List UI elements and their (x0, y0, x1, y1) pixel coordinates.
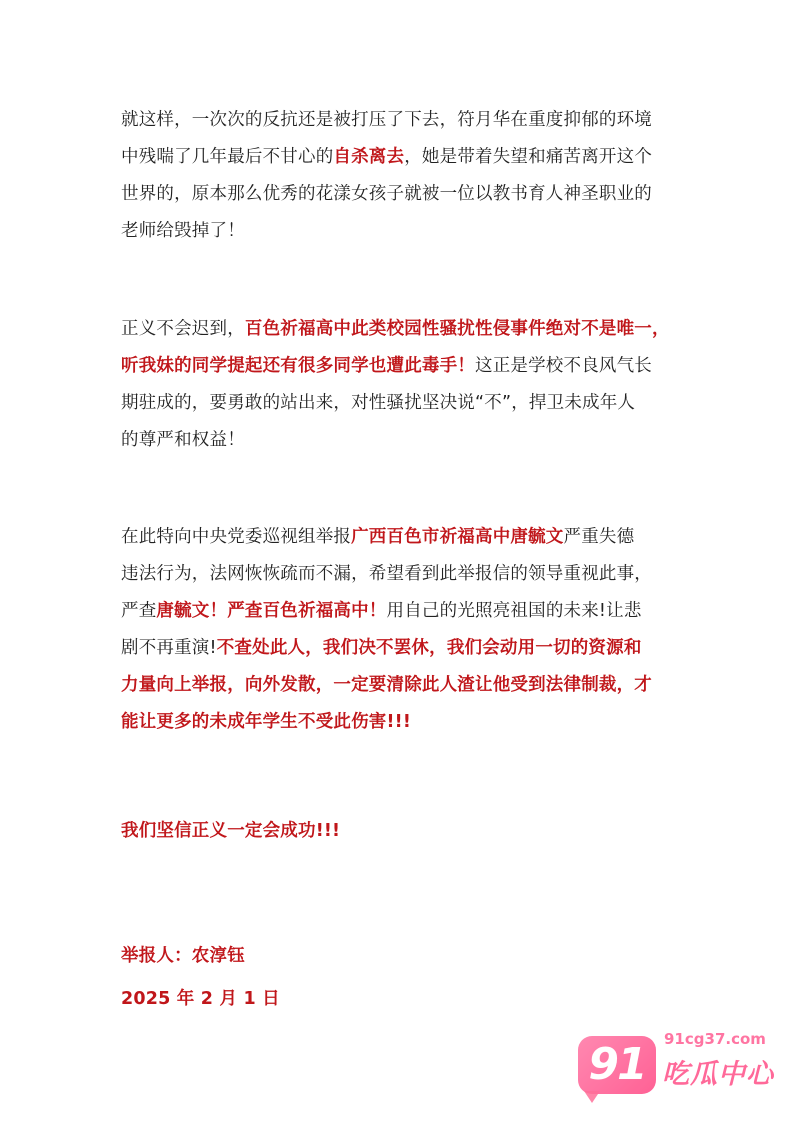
highlighted-text: 不查处此人，我们决不罢休，我们会动用一切的资源和 (216, 638, 642, 658)
body-text: 严查 (121, 601, 157, 621)
watermark-logo (578, 1028, 778, 1098)
reporter-name: 举报人：农淳钰 (121, 946, 245, 966)
highlighted-text: 唐毓文！严查百色祈福高中！ (156, 601, 387, 621)
text-line (121, 630, 691, 667)
text-line (121, 422, 691, 459)
body-text: ，她是带着失望和痛苦离开这个 (404, 147, 653, 167)
highlighted-text: 力量向上举报，向外发散，一定要清除此人渣让他受到法律制裁，才 (121, 675, 652, 695)
text-line (121, 519, 691, 556)
watermark-url: 91cg37.com (664, 1030, 766, 1048)
text-line (121, 102, 691, 139)
report-date: 2025 年 2 月 1 日 (121, 989, 280, 1009)
body-text: 严重失德 (563, 527, 635, 547)
text-line (121, 348, 691, 385)
text-line (121, 385, 691, 422)
body-text: 用自己的光照亮祖国的未来!让悲 (386, 601, 642, 621)
text-line (121, 176, 691, 213)
body-text: 剧不再重演! (121, 638, 217, 658)
highlighted-text: 听我妹的同学提起还有很多同学也遭此毒手！ (121, 356, 475, 376)
highlighted-text: 百色祈福高中此类校园性骚扰性侵事件绝对不是唯一， (244, 319, 670, 339)
paragraph-4 (121, 813, 691, 850)
body-text: 老师给毁掉了！ (121, 221, 245, 241)
body-text: 期驻成的，要勇敢的站出来，对性骚扰坚决说“不”，捍卫未成年人 (121, 393, 636, 413)
text-line (121, 704, 691, 741)
highlighted-text: 能让更多的未成年学生不受此伤害!!! (121, 712, 412, 732)
body-text: 正义不会迟到， (121, 319, 245, 339)
body-text: 就这样，一次次的反抗还是被打压了下去，符月华在重度抑郁的环境 (121, 110, 652, 130)
highlighted-text: 广西百色市祈福高中唐毓文 (351, 527, 564, 547)
watermark-badge: 91 (578, 1036, 656, 1094)
text-line (121, 139, 691, 176)
text-line (121, 213, 691, 250)
body-text: 在此特向中央党委巡视组举报 (121, 527, 352, 547)
text-line (121, 667, 691, 704)
watermark-name: 吃瓜中心 (662, 1059, 774, 1090)
paragraph-1 (121, 102, 691, 250)
text-line (121, 311, 691, 348)
paragraph-3 (121, 519, 691, 741)
body-text: 世界的，原本那么优秀的花漾女孩子就被一位以教书育人神圣职业的 (121, 184, 652, 204)
body-text: 违法行为，法网恢恢疏而不漏，希望看到此举报信的领导重视此事， (121, 564, 652, 584)
body-text: 这正是学校不良风气长 (475, 356, 652, 376)
signature-block (121, 938, 691, 1018)
highlighted-text: 我们坚信正义一定会成功!!! (121, 821, 341, 841)
text-line (121, 813, 691, 850)
body-text: 中残喘了几年最后不甘心的 (121, 147, 334, 167)
body-text: 的尊严和权益！ (121, 430, 245, 450)
paragraph-2 (121, 311, 691, 459)
text-line (121, 593, 691, 630)
highlighted-text: 自杀离去 (333, 147, 405, 167)
text-line (121, 556, 691, 593)
